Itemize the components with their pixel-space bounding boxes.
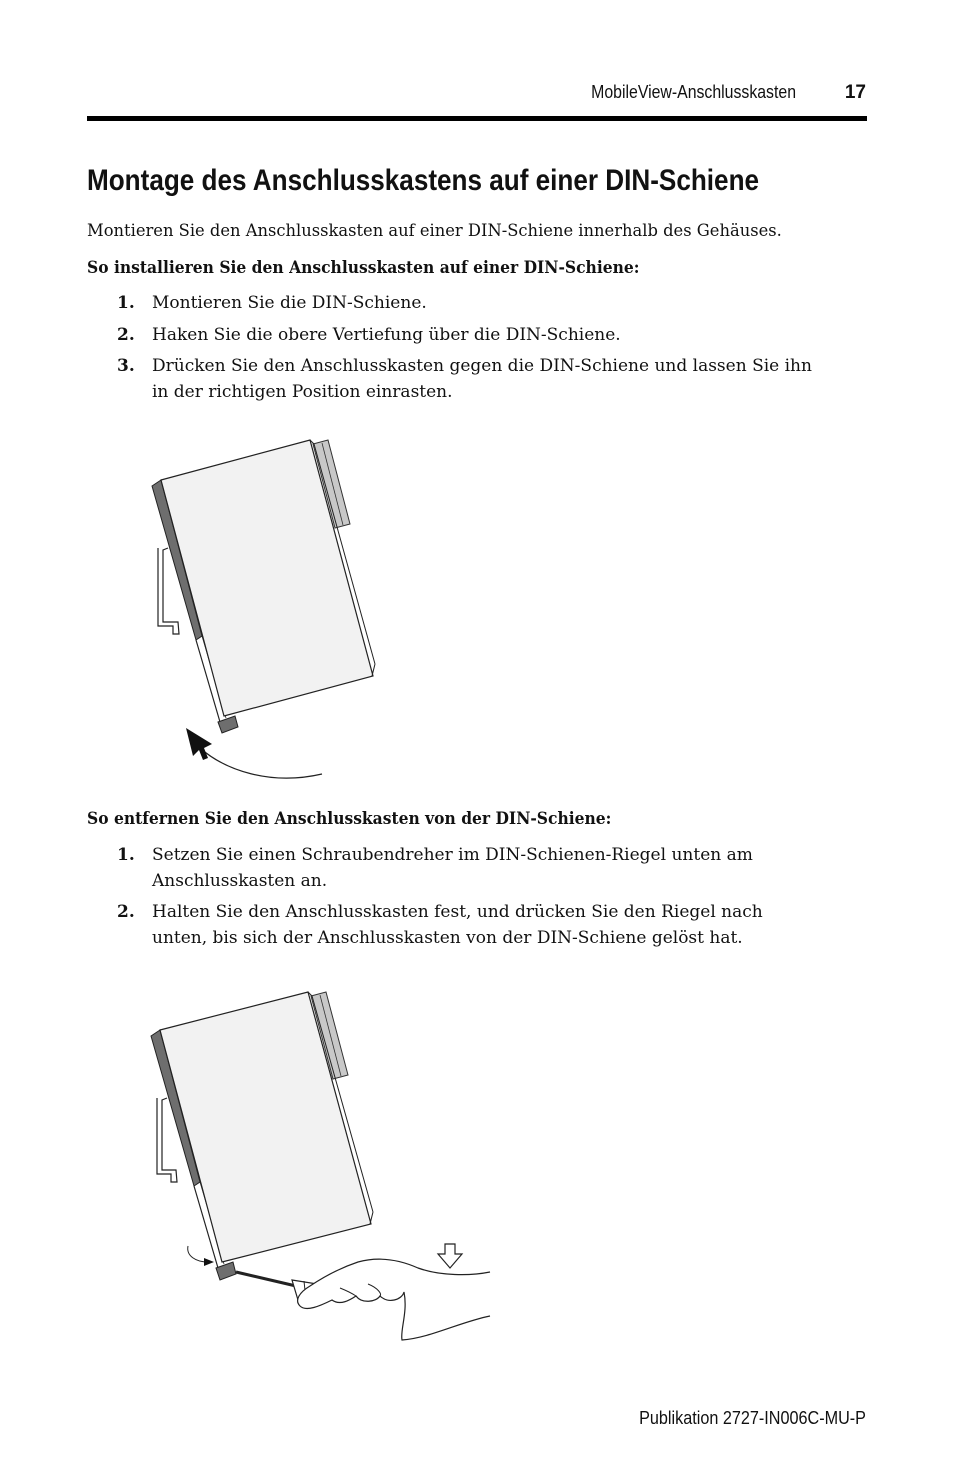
din-latch bbox=[216, 1262, 236, 1280]
din-latch bbox=[218, 716, 238, 733]
step-text: Montieren Sie die DIN-Schiene. bbox=[152, 293, 427, 313]
step-number: 2. bbox=[117, 902, 135, 922]
remove-heading: So entfernen Sie den Anschlusskasten von der DIN-Schiene: bbox=[87, 809, 612, 828]
step-number: 1. bbox=[117, 845, 135, 865]
step-text-line: unten, bis sich der Anschlusskasten von der DIN-Schiene gelöst hat. bbox=[152, 928, 743, 948]
step-text bbox=[152, 899, 867, 951]
box-face bbox=[161, 440, 373, 716]
arrow-head-icon bbox=[186, 728, 212, 760]
screwdriver-shaft bbox=[236, 1272, 296, 1286]
mounting-illustration bbox=[140, 430, 400, 790]
step-text bbox=[152, 353, 867, 405]
step-number: 2. bbox=[117, 325, 135, 345]
step-text: Haken Sie die obere Vertiefung über die DIN-Schiene. bbox=[152, 325, 621, 345]
hand-drawing bbox=[298, 1259, 490, 1340]
down-arrow-icon bbox=[438, 1244, 462, 1268]
footer-publication: Publikation 2727-IN006C-MU-P bbox=[639, 1408, 866, 1428]
section-title: Montage des Anschlusskastens auf einer DIN-Schiene bbox=[87, 164, 760, 197]
intro-paragraph: Montieren Sie den Anschlusskasten auf einer DIN-Schiene innerhalb des Gehäuses. bbox=[87, 221, 782, 241]
page-number: 17 bbox=[844, 82, 866, 103]
step-text-line: Setzen Sie einen Schraubendreher im DIN-Schienen-Riegel unten am bbox=[152, 845, 753, 865]
removal-illustration bbox=[140, 985, 500, 1355]
small-arrow-head-icon bbox=[204, 1258, 214, 1266]
header-title: MobileView-Anschlusskasten bbox=[591, 82, 796, 102]
step-number: 1. bbox=[117, 293, 135, 313]
step-number: 3. bbox=[117, 356, 135, 376]
box-face bbox=[160, 992, 371, 1262]
step-text-line: Drücken Sie den Anschlusskasten gegen die DIN-Schiene und lassen Sie ihn bbox=[152, 356, 812, 376]
step-text-line: Halten Sie den Anschlusskasten fest, und drücken Sie den Riegel nach bbox=[152, 902, 763, 922]
rotation-arrow bbox=[200, 748, 322, 778]
step-text-line: Anschlusskasten an. bbox=[152, 871, 328, 891]
header-rule bbox=[87, 116, 867, 121]
step-text-line: in der richtigen Position einrasten. bbox=[152, 382, 453, 402]
install-heading: So installieren Sie den Anschlusskasten auf einer DIN-Schiene: bbox=[87, 258, 640, 277]
step-text bbox=[152, 842, 867, 894]
